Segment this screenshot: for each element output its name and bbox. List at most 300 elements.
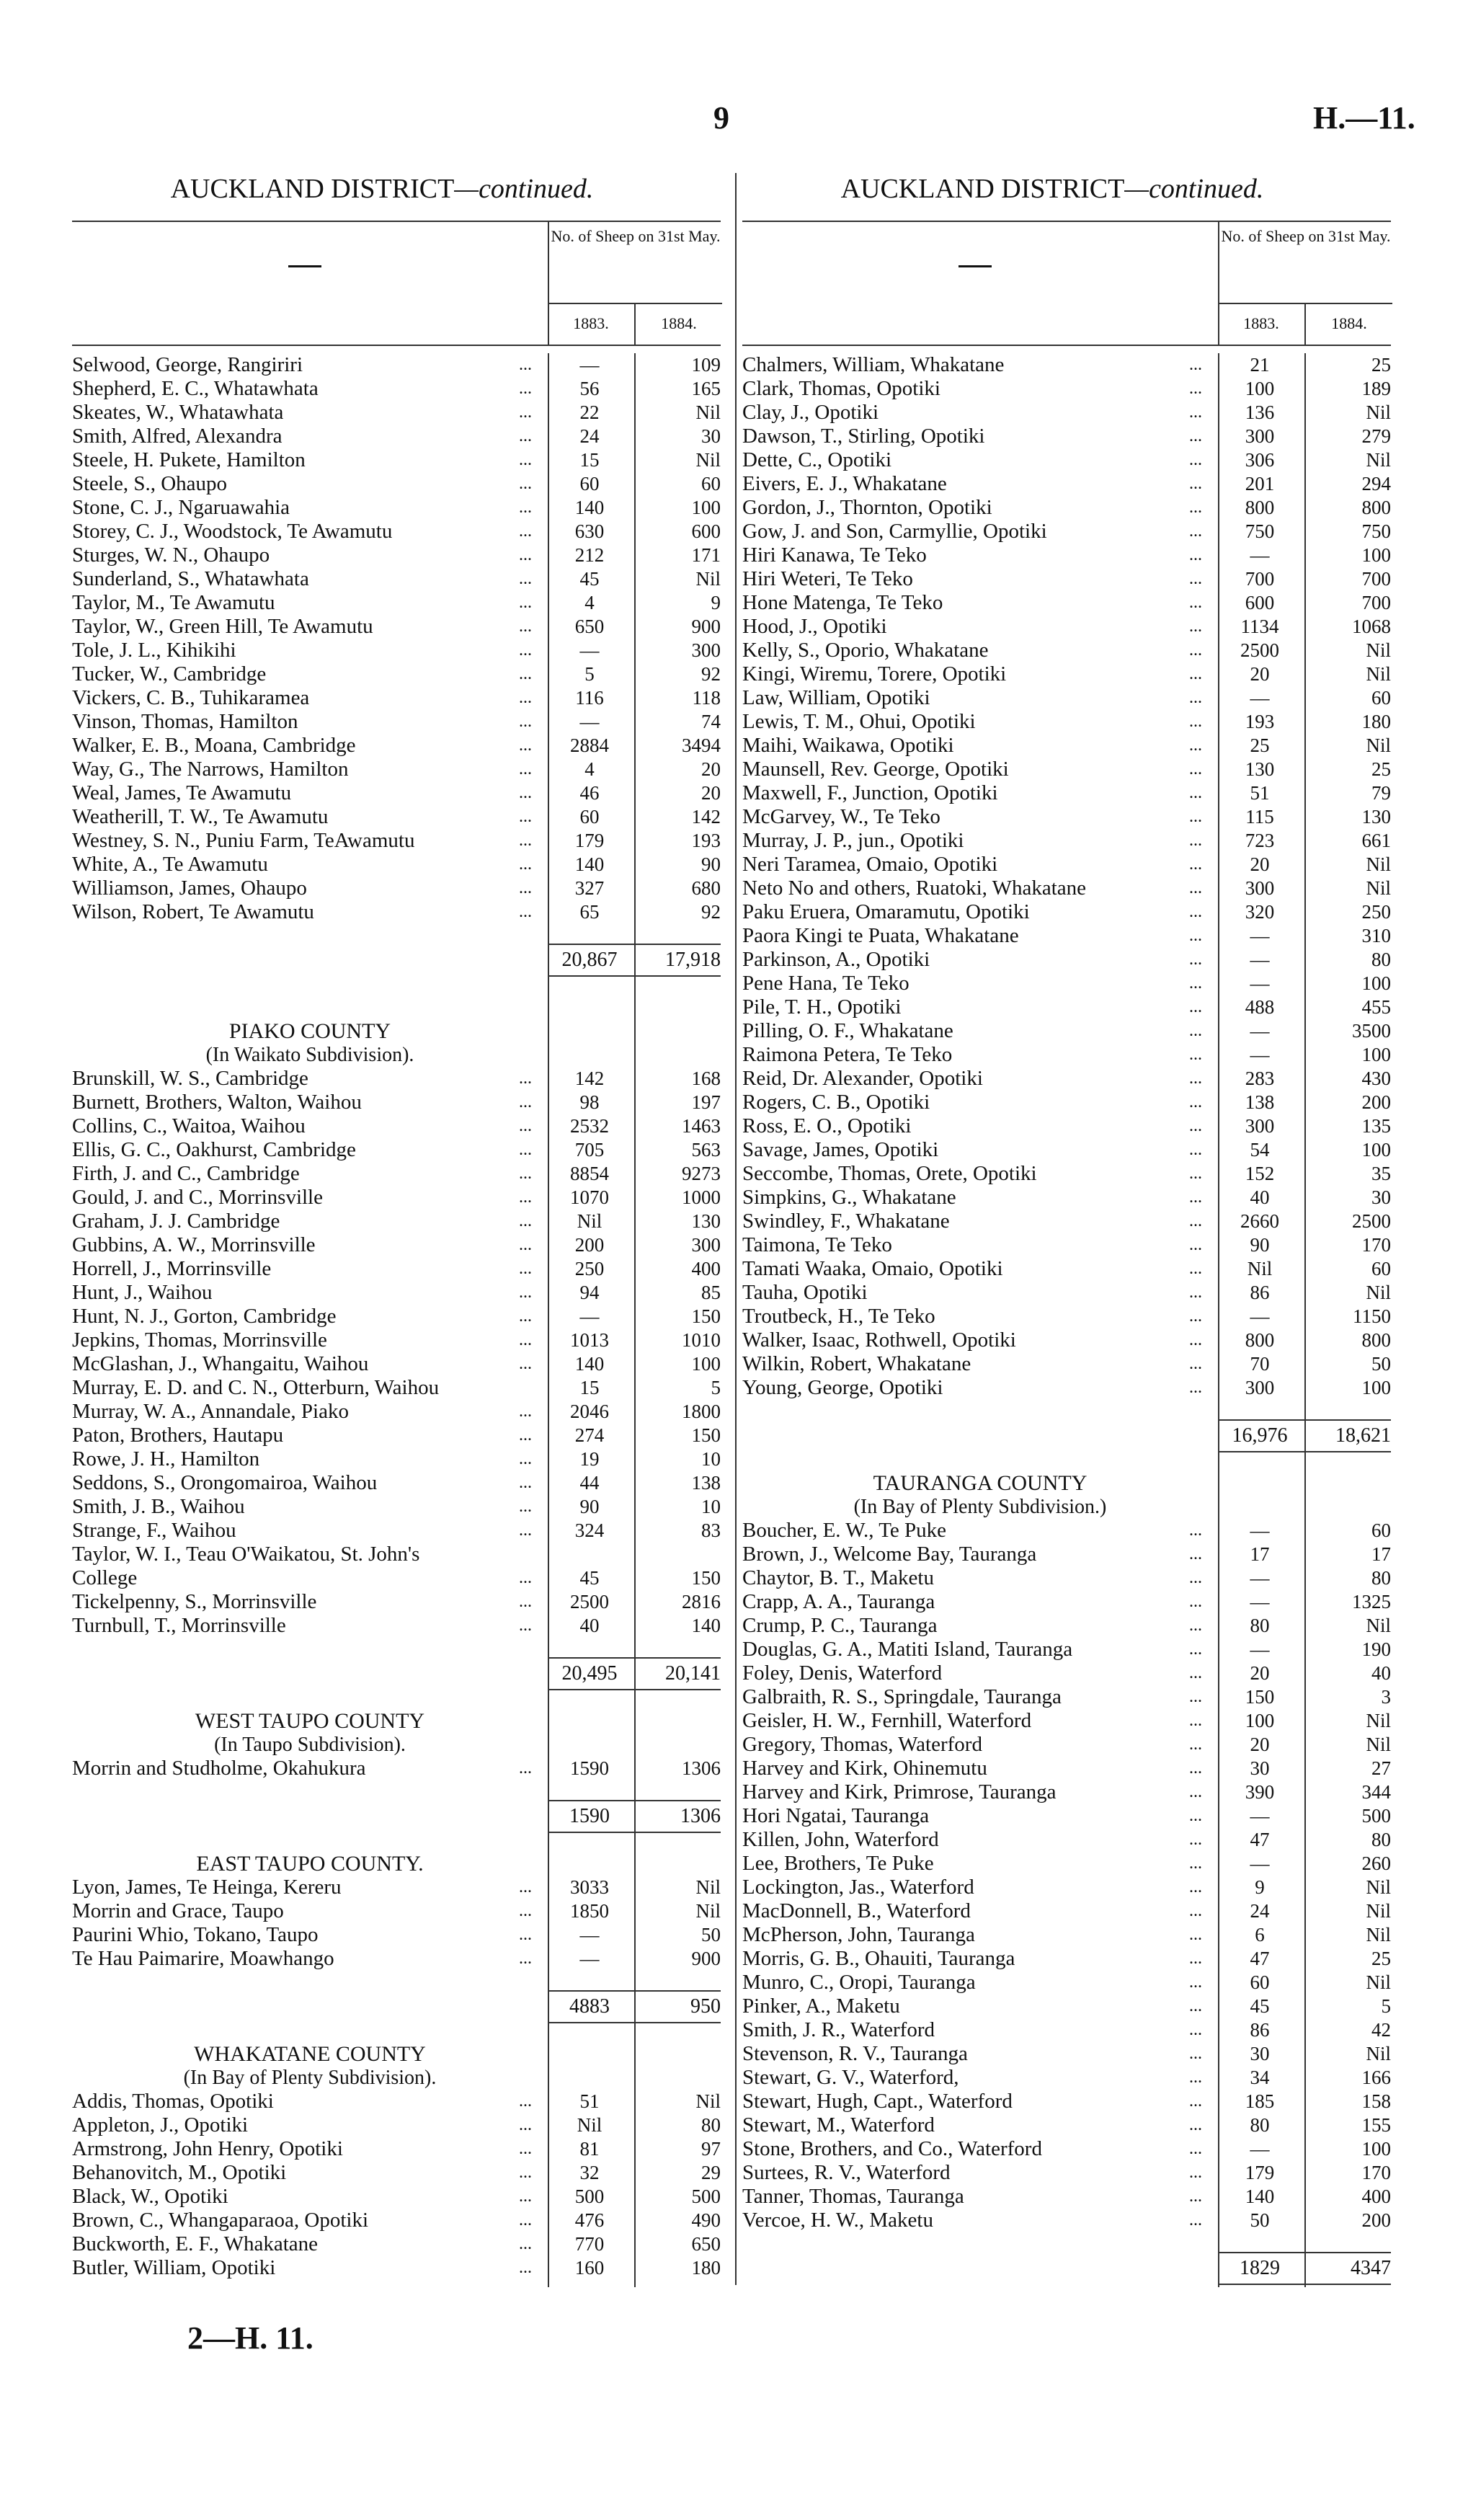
- owner-name: McPherson, John, Tauranga: [742, 1923, 975, 1946]
- sheep-1884-cell: 650: [691, 2233, 721, 2255]
- sheep-1884-cell: 700: [1361, 592, 1391, 613]
- table-row: [72, 710, 721, 734]
- sheep-1884-cell: 74: [701, 711, 721, 732]
- page-number: 9: [713, 100, 729, 136]
- owner-name: Weal, James, Te Awamutu: [72, 781, 292, 804]
- owner-name: Pilling, O. F., Whakatane: [742, 1019, 953, 1042]
- sheep-1883-cell: —: [1250, 1020, 1270, 1042]
- sheep-1884-cell: 1000: [682, 1186, 721, 1208]
- sheep-1883-cell: 50: [1250, 2209, 1270, 2231]
- left-column: [72, 173, 721, 2280]
- table-row: [72, 1447, 721, 1471]
- right-column-title: AUCKLAND DISTRICT—continued.: [840, 174, 1264, 204]
- sheep-1884-cell: Nil: [695, 401, 721, 423]
- leader-dots: ...: [1189, 1212, 1202, 1230]
- sheep-1884-cell: 950: [690, 1995, 721, 2018]
- sheep-1883-cell: 4883: [569, 1995, 610, 2018]
- table-row: [742, 1923, 1391, 1947]
- owner-name: Pinker, A., Maketu: [742, 1995, 900, 2018]
- sheep-1884-cell: 180: [691, 2257, 721, 2279]
- sheep-1883-cell: —: [579, 1948, 600, 1969]
- sheep-1884-cell: 90: [701, 853, 721, 875]
- leader-dots: ...: [519, 879, 532, 897]
- sheep-1884-cell: Nil: [1366, 2043, 1391, 2064]
- owner-name: Dawson, T., Stirling, Opotiki: [742, 425, 985, 448]
- table-row: [72, 1923, 721, 1947]
- owner-name: Walker, Isaac, Rothwell, Opotiki: [742, 1328, 1016, 1352]
- owner-name: Neri Taramea, Omaio, Opotiki: [742, 853, 998, 876]
- sheep-1884-cell: 100: [1361, 544, 1391, 566]
- leader-dots: ...: [1189, 1188, 1202, 1207]
- table-row: [72, 1305, 721, 1328]
- owner-name: Seddons, S., Orongomairoa, Waihou: [72, 1471, 378, 1494]
- sheep-1883-cell: 600: [1245, 592, 1275, 613]
- owner-name: Steele, H. Pukete, Hamilton: [72, 448, 306, 471]
- owner-name: Jepkins, Thomas, Morrinsville: [72, 1328, 327, 1352]
- sheep-1884-cell: 1463: [682, 1115, 721, 1137]
- owner-name: Munro, C., Oropi, Tauranga: [742, 1971, 976, 1994]
- leader-dots: ...: [1189, 1259, 1202, 1278]
- sheep-1883-cell: 40: [579, 1615, 600, 1636]
- sheep-1884-cell: 80: [1371, 949, 1391, 970]
- owner-name: Rogers, C. B., Opotiki: [742, 1091, 930, 1114]
- leader-dots: ...: [1189, 1854, 1202, 1873]
- sheep-1883-cell: 45: [579, 1567, 600, 1589]
- leader-dots: ...: [519, 546, 532, 564]
- spacer-row: [72, 1828, 721, 1852]
- leader-dots: ...: [1189, 1759, 1202, 1778]
- leader-dots: ...: [519, 665, 532, 683]
- sheep-1884-cell: 180: [1361, 711, 1391, 732]
- sheep-1884-cell: Nil: [695, 2090, 721, 2112]
- sheep-1884-cell: 25: [1371, 354, 1391, 376]
- sheep-1884-cell: 1306: [680, 1805, 721, 1827]
- owner-name: McGlashan, J., Whangaitu, Waihou: [72, 1352, 369, 1375]
- table-row: [742, 2042, 1391, 2066]
- leader-dots: ...: [519, 688, 532, 707]
- owner-name: Morris, G. B., Ohauiti, Tauranga: [742, 1947, 1015, 1970]
- sheep-1883-cell: 130: [1245, 758, 1275, 780]
- sheep-1884-cell: Nil: [1366, 1615, 1391, 1636]
- owner-name: Neto No and others, Ruatoki, Whakatane: [742, 877, 1087, 900]
- leader-dots: ...: [519, 522, 532, 541]
- owner-name: Pene Hana, Te Teko: [742, 972, 909, 995]
- owner-name: Steele, S., Ohaupo: [72, 472, 228, 495]
- owner-name: Murray, J. P., jun., Opotiki: [742, 829, 964, 852]
- sheep-1883-cell: —: [1250, 1805, 1270, 1827]
- table-row: [742, 1995, 1391, 2018]
- sheep-1884-cell: Nil: [1366, 853, 1391, 875]
- spacer-row: [72, 972, 721, 995]
- leader-dots: ...: [1189, 1949, 1202, 1968]
- sheep-1883-cell: 324: [574, 1519, 605, 1541]
- sheep-1883-cell: 750: [1245, 520, 1275, 542]
- table-row: [742, 1780, 1391, 1804]
- sheep-1884-cell: 500: [1361, 1805, 1391, 1827]
- name-column-dash: [288, 265, 321, 267]
- leader-dots: ...: [519, 736, 532, 755]
- leader-dots: ...: [1189, 1283, 1202, 1302]
- sheep-1884-cell: 1010: [682, 1329, 721, 1351]
- owner-name: Smith, J. B., Waihou: [72, 1495, 245, 1518]
- owner-name: Smith, J. R., Waterford: [742, 2018, 935, 2041]
- sheep-1884-cell: 563: [691, 1139, 721, 1161]
- table-row: [72, 1352, 721, 1376]
- sheep-1883-cell: 47: [1250, 1948, 1270, 1969]
- table-row: [72, 2113, 721, 2137]
- owner-name: Weatherill, T. W., Te Awamutu: [72, 805, 329, 828]
- sheep-1884-cell: 138: [691, 1472, 721, 1494]
- leader-dots: ...: [519, 1235, 532, 1254]
- sheep-1884-cell: 250: [1361, 901, 1391, 923]
- sheep-1883-cell: 44: [579, 1472, 600, 1494]
- sheep-1883-cell: 320: [1245, 901, 1275, 923]
- leader-dots: ...: [519, 1164, 532, 1183]
- owner-name: Swindley, F., Whakatane: [742, 1210, 950, 1233]
- leader-dots: ...: [1189, 1331, 1202, 1349]
- subdivision-note: (In Bay of Plenty Subdivision).: [183, 2067, 437, 2089]
- subdivision-note: (In Waikato Subdivision).: [205, 1044, 414, 1066]
- sheep-1883-cell: 700: [1245, 568, 1275, 590]
- spacer-row: [742, 1447, 1391, 1471]
- leader-dots: ...: [519, 2116, 532, 2134]
- sheep-1884-cell: 165: [691, 378, 721, 399]
- owner-name: Wilkin, Robert, Whakatane: [742, 1352, 971, 1375]
- sheep-1883-cell: 300: [1245, 877, 1275, 899]
- sheep-1884-cell: 1306: [682, 1757, 721, 1779]
- sheep-1883-cell: 21: [1250, 354, 1270, 376]
- sheep-1883-cell: 306: [1245, 449, 1275, 471]
- owner-name: Boucher, E. W., Te Puke: [742, 1519, 947, 1542]
- table-row: [72, 377, 721, 401]
- owner-name: Graham, J. J. Cambridge: [72, 1210, 280, 1233]
- owner-name: Skeates, W., Whatawhata: [72, 401, 284, 424]
- sheep-1883-cell: 136: [1245, 401, 1275, 423]
- sheep-1884-cell: 155: [1361, 2114, 1391, 2136]
- sheep-1884-cell: 142: [691, 806, 721, 828]
- leader-dots: ...: [519, 1307, 532, 1326]
- leader-dots: ...: [519, 1878, 532, 1896]
- year-1883-header: 1883.: [573, 314, 609, 332]
- leader-dots: ...: [1189, 1117, 1202, 1135]
- sheep-1883-cell: 4: [584, 758, 595, 780]
- sheep-1884-cell: Nil: [1366, 1710, 1391, 1731]
- sheep-1884-cell: 900: [691, 616, 721, 637]
- sheep-1883-cell: 300: [1245, 425, 1275, 447]
- owner-name: Stewart, Hugh, Capt., Waterford: [742, 2090, 1013, 2113]
- spacer-row: [72, 2018, 721, 2042]
- sheep-1883-cell: 20: [1250, 1662, 1270, 1684]
- table-row: [72, 1186, 721, 1210]
- owner-name: Hiri Weteri, Te Teko: [742, 567, 913, 590]
- sheep-1883-cell: 1134: [1240, 616, 1279, 637]
- sheep-1883-cell: 1070: [570, 1186, 609, 1208]
- leader-dots: ...: [1189, 831, 1202, 850]
- sheep-1883-cell: —: [1250, 1591, 1270, 1612]
- leader-dots: ...: [1189, 379, 1202, 398]
- leader-dots: ...: [1189, 1164, 1202, 1183]
- leader-dots: ...: [519, 1259, 532, 1278]
- table-row: [72, 1519, 721, 1543]
- owner-name: Storey, C. J., Woodstock, Te Awamutu: [72, 520, 393, 543]
- table-row: [742, 2090, 1391, 2113]
- table-row: [72, 353, 721, 377]
- owner-name: Shepherd, E. C., Whatawhata: [72, 377, 319, 400]
- sheep-1884-cell: Nil: [1366, 639, 1391, 661]
- sheep-1884-cell: 490: [691, 2209, 721, 2231]
- sheep-1883-cell: —: [1250, 949, 1270, 970]
- owner-name: Way, G., The Narrows, Hamilton: [72, 758, 349, 781]
- sheep-1883-cell: —: [1250, 972, 1270, 994]
- leader-dots: ...: [1189, 1569, 1202, 1587]
- table-row: [72, 425, 721, 448]
- owner-name: Crump, P. C., Tauranga: [742, 1614, 938, 1637]
- sheep-1884-cell: 3494: [682, 735, 721, 756]
- table-row: [742, 2209, 1391, 2232]
- sheep-1883-cell: 17: [1250, 1543, 1270, 1565]
- sheep-1883-cell: 3033: [570, 1876, 609, 1898]
- sheep-1883-cell: 1590: [570, 1757, 609, 1779]
- sheep-1883-cell: —: [579, 1924, 600, 1946]
- sheep-1883-cell: 20: [1250, 663, 1270, 685]
- left-column-title: AUCKLAND DISTRICT—continued.: [170, 174, 594, 204]
- table-row: [72, 758, 721, 781]
- sheep-1883-cell: 56: [579, 378, 600, 399]
- leader-dots: ...: [1189, 1616, 1202, 1635]
- sheep-1884-cell: 344: [1361, 1781, 1391, 1803]
- year-1884-header: 1884.: [661, 314, 697, 332]
- sheep-1884-cell: 100: [691, 1353, 721, 1375]
- table-row: [72, 1876, 721, 1899]
- table-row: [742, 1614, 1391, 1638]
- owner-name: Williamson, James, Ohaupo: [72, 877, 307, 900]
- sheep-1884-cell: 150: [691, 1424, 721, 1446]
- owner-name: Walker, E. B., Moana, Cambridge: [72, 734, 356, 757]
- table-column-rule: [1304, 353, 1306, 2287]
- sheep-1883-cell: 86: [1250, 1282, 1270, 1303]
- owner-name: Taimona, Te Teko: [742, 1233, 892, 1256]
- leader-dots: ...: [1189, 617, 1202, 636]
- county-total-row: [72, 1995, 721, 2018]
- table-row: [72, 1210, 721, 1233]
- leader-dots: ...: [1189, 1997, 1202, 2015]
- table-row: [742, 1067, 1391, 1091]
- table-row: [72, 853, 721, 877]
- table-row: [742, 1971, 1391, 1995]
- owner-name: Maxwell, F., Junction, Opotiki: [742, 781, 998, 804]
- sheep-1883-cell: 300: [1245, 1115, 1275, 1137]
- owner-name: Paku Eruera, Omaramutu, Opotiki: [742, 900, 1030, 923]
- table-row: [742, 1638, 1391, 1661]
- sheep-1883-cell: 16,976: [1232, 1424, 1288, 1447]
- table-row: [742, 2066, 1391, 2090]
- owner-name: Tanner, Thomas, Tauranga: [742, 2185, 964, 2208]
- leader-dots: ...: [519, 1188, 532, 1207]
- sheep-1883-cell: 800: [1245, 1329, 1275, 1351]
- sheep-1884-cell: 2816: [682, 1591, 721, 1612]
- leader-dots: ...: [519, 902, 532, 921]
- table-row: [742, 425, 1391, 448]
- sheep-1883-cell: —: [579, 354, 600, 376]
- county-total-row: [72, 1661, 721, 1685]
- sheep-1884-cell: 190: [1361, 1638, 1391, 1660]
- owner-name: Stone, Brothers, and Co., Waterford: [742, 2137, 1042, 2160]
- sheep-1883-cell: 40: [1250, 1186, 1270, 1208]
- table-row: [742, 972, 1391, 995]
- leader-dots: ...: [1189, 926, 1202, 945]
- leader-dots: ...: [519, 807, 532, 826]
- sheep-1883-cell: 8854: [570, 1163, 609, 1184]
- table-row: [742, 1019, 1391, 1043]
- owner-name: Hone Matenga, Te Teko: [742, 591, 943, 614]
- sheep-1884-cell: 158: [1361, 2090, 1391, 2112]
- leader-dots: ...: [519, 1759, 532, 1778]
- table-row: [742, 1114, 1391, 1138]
- owner-name: Rowe, J. H., Hamilton: [72, 1447, 260, 1470]
- owner-name: Black, W., Opotiki: [72, 2185, 228, 2208]
- sheep-count-header: No. of Sheep on 31st May.: [1221, 227, 1391, 245]
- leader-dots: ...: [519, 760, 532, 778]
- sheep-1884-cell: 60: [1371, 687, 1391, 709]
- leader-dots: ...: [1189, 1711, 1202, 1730]
- leader-dots: ...: [1189, 2116, 1202, 2134]
- table-row: [72, 544, 721, 567]
- table-row: [742, 1043, 1391, 1067]
- leader-dots: ...: [1189, 1806, 1202, 1825]
- table-row: [72, 1162, 721, 1186]
- table-row: [742, 1566, 1391, 1590]
- sheep-1884-cell: 150: [691, 1305, 721, 1327]
- sheep-1883-cell: 179: [1245, 2162, 1275, 2183]
- table-row: [742, 1876, 1391, 1899]
- leader-dots: ...: [519, 498, 532, 517]
- table-row: [742, 1162, 1391, 1186]
- sheep-1883-cell: 46: [579, 782, 600, 804]
- sheep-1883-cell: —: [579, 639, 600, 661]
- sheep-1884-cell: 20,141: [665, 1662, 721, 1685]
- sheep-1883-cell: 1829: [1240, 2257, 1280, 2279]
- sheep-1883-cell: 24: [1250, 1900, 1270, 1922]
- sheep-1883-cell: 100: [1245, 1710, 1275, 1731]
- county-heading: WEST TAUPO COUNTY: [195, 1709, 425, 1733]
- sheep-1884-cell: 29: [701, 2162, 721, 2183]
- table-row: [72, 1590, 721, 1614]
- sheep-1883-cell: 22: [579, 401, 600, 423]
- table-row: [742, 853, 1391, 877]
- sheep-1883-cell: 1850: [570, 1900, 609, 1922]
- county-heading: PIAKO COUNTY: [228, 1019, 391, 1043]
- leader-dots: ...: [1189, 1354, 1202, 1373]
- table-row: [742, 1828, 1391, 1852]
- owner-name: Sturges, W. N., Ohaupo: [72, 544, 270, 567]
- sheep-1884-cell: 800: [1361, 1329, 1391, 1351]
- leader-dots: ...: [1189, 2044, 1202, 2063]
- sheep-1883-cell: 140: [1245, 2186, 1275, 2207]
- sheep-1883-cell: —: [1250, 1044, 1270, 1065]
- sheep-1884-cell: 260: [1361, 1853, 1391, 1874]
- table-row: [72, 781, 721, 805]
- leader-dots: ...: [1189, 546, 1202, 564]
- sheep-1884-cell: 100: [691, 497, 721, 518]
- sheep-1883-cell: —: [579, 711, 600, 732]
- table-row: [72, 2185, 721, 2209]
- owner-name: Lewis, T. M., Ohui, Opotiki: [742, 710, 976, 733]
- sheep-1884-cell: 9273: [682, 1163, 721, 1184]
- sheep-1883-cell: 650: [574, 616, 605, 637]
- leader-dots: ...: [1189, 569, 1202, 588]
- sheep-1883-cell: 81: [579, 2138, 600, 2160]
- owner-name: Gordon, J., Thornton, Opotiki: [742, 496, 992, 519]
- sheep-1884-cell: Nil: [1366, 449, 1391, 471]
- sheep-1884-cell: 2500: [1352, 1210, 1391, 1232]
- sheep-1884-cell: 97: [701, 2138, 721, 2160]
- owner-name: Stewart, G. V., Waterford,: [742, 2066, 959, 2089]
- leader-dots: ...: [519, 403, 532, 422]
- sheep-1883-cell: 20: [1250, 853, 1270, 875]
- sheep-1884-cell: 171: [691, 544, 721, 566]
- sheep-1884-cell: Nil: [1366, 1282, 1391, 1303]
- sheep-1883-cell: —: [1250, 1519, 1270, 1541]
- sheep-1884-cell: 140: [691, 1615, 721, 1636]
- owner-name: Lee, Brothers, Te Puke: [742, 1852, 934, 1875]
- owner-name: Firth, J. and C., Cambridge: [72, 1162, 300, 1185]
- owner-name: Smith, Alfred, Alexandra: [72, 425, 283, 448]
- table-row: [742, 1138, 1391, 1162]
- leader-dots: ...: [1189, 998, 1202, 1016]
- owner-name: Tickelpenny, S., Morrinsville: [72, 1590, 317, 1613]
- table-row: [742, 1210, 1391, 1233]
- table-row: [72, 734, 721, 758]
- table-row: [742, 544, 1391, 567]
- sheep-1884-cell: 118: [692, 687, 721, 709]
- sheep-1883-cell: 15: [579, 1377, 600, 1398]
- owner-name: Tauha, Opotiki: [742, 1281, 868, 1304]
- owner-name: Armstrong, John Henry, Opotiki: [72, 2137, 343, 2160]
- sheep-1884-cell: 80: [701, 2114, 721, 2136]
- sheep-1883-cell: 274: [574, 1424, 605, 1446]
- sheep-1883-cell: 200: [574, 1234, 605, 1256]
- right-column: [742, 173, 1391, 2280]
- owner-name: Douglas, G. A., Matiti Island, Tauranga: [742, 1638, 1073, 1661]
- sheep-1884-cell: 750: [1361, 520, 1391, 542]
- sheep-1883-cell: 24: [579, 425, 600, 447]
- leader-dots: ...: [519, 1592, 532, 1611]
- owner-name: Clark, Thomas, Opotiki: [742, 377, 940, 400]
- leader-dots: ...: [519, 641, 532, 660]
- sheep-1884-cell: 10: [701, 1496, 721, 1517]
- table-row: [742, 781, 1391, 805]
- sheep-1883-cell: 2046: [570, 1401, 609, 1422]
- table-row: [742, 520, 1391, 544]
- sheep-1883-cell: 4: [584, 592, 595, 613]
- sheep-1884-cell: 20: [701, 758, 721, 780]
- sheep-1884-cell: 170: [1361, 2162, 1391, 2183]
- sheep-1884-cell: 10: [701, 1448, 721, 1470]
- sheep-1884-cell: 50: [1371, 1353, 1391, 1375]
- sheep-1883-cell: 54: [1250, 1139, 1270, 1161]
- sheep-1883-cell: 45: [579, 568, 600, 590]
- owner-name: Simpkins, G., Whakatane: [742, 1186, 956, 1209]
- table-row: [742, 710, 1391, 734]
- sheep-1883-cell: 1590: [569, 1805, 610, 1827]
- sheep-1884-cell: 35: [1371, 1163, 1391, 1184]
- table-row: [742, 1661, 1391, 1685]
- sheep-1884-cell: 60: [1371, 1258, 1391, 1279]
- leader-dots: ...: [1189, 522, 1202, 541]
- leader-dots: ...: [1189, 760, 1202, 778]
- owner-name: Brown, J., Welcome Bay, Tauranga: [742, 1543, 1037, 1566]
- sheep-1884-cell: 700: [1361, 568, 1391, 590]
